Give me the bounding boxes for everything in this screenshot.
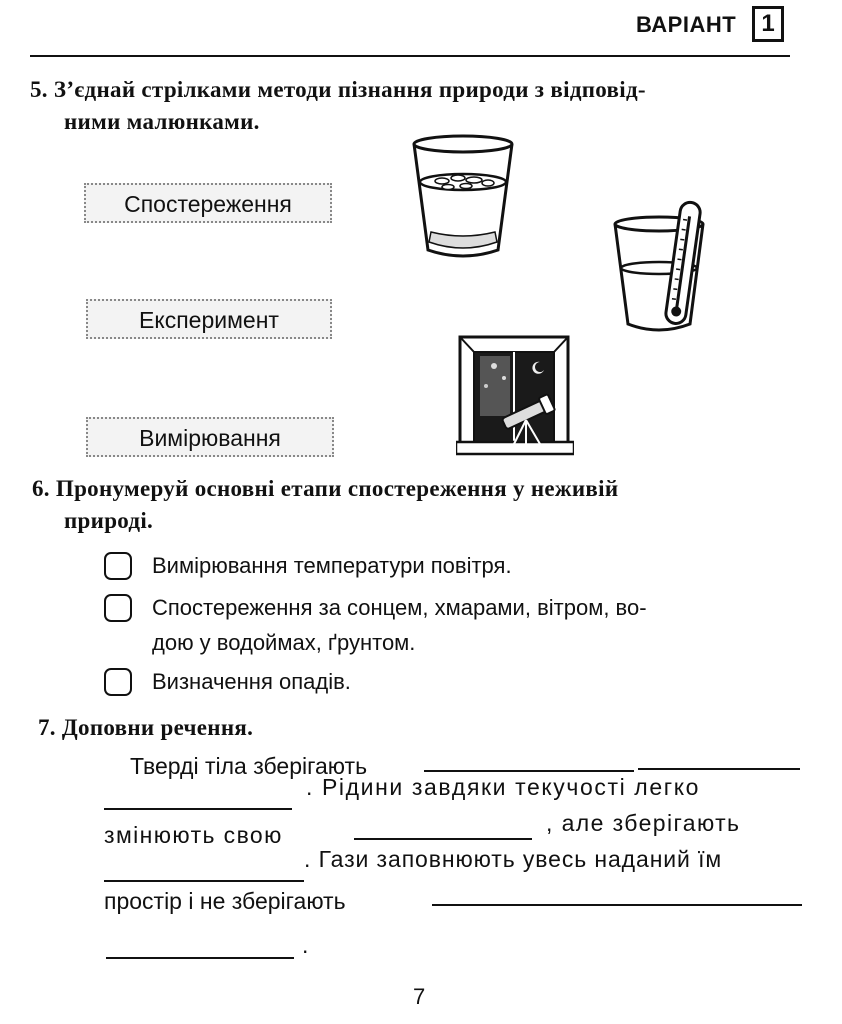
answer-blank-7[interactable]: [106, 957, 294, 959]
stage-number-box-3[interactable]: [104, 668, 132, 696]
stage-text-1: Вимірювання температури повітря.: [152, 553, 512, 578]
stage-number-box-2[interactable]: [104, 594, 132, 622]
answer-blank-6[interactable]: [432, 904, 802, 906]
answer-blank-1[interactable]: [424, 770, 634, 772]
sentence-gases-not-keep: простір і не зберігають: [104, 888, 346, 914]
sentence-liquids-keep: , але зберігають: [546, 810, 741, 836]
task7-title: 7. Доповни речення.: [38, 715, 254, 740]
window-with-telescope-image[interactable]: [456, 334, 574, 464]
sentence-liquids: . Рідини завдяки текучості легко: [306, 774, 701, 800]
answer-blank-2[interactable]: [638, 768, 800, 770]
sentence-solids: Тверді тіла зберігають: [130, 753, 368, 779]
task5-title-line1: 5. З’єднай стрілками методи пізнання природи з відповід-: [30, 77, 646, 102]
glass-with-floating-pieces-image[interactable]: [408, 132, 518, 264]
answer-blank-3[interactable]: [104, 808, 292, 810]
stage-item-3: [104, 664, 351, 699]
stage-item-2: [104, 590, 647, 660]
method-measurement-box[interactable]: Вимірювання: [86, 417, 334, 457]
sentence-gases: . Гази заповнюють увесь наданий їм: [304, 846, 723, 872]
page-number: 7: [413, 984, 426, 1009]
method-experiment-box[interactable]: Експеримент: [86, 299, 332, 339]
stage-text-2-line2: дою у водоймах, ґрунтом.: [152, 630, 416, 655]
task5-title: [30, 74, 646, 138]
sentence-end-period: .: [302, 932, 309, 958]
task6-title-line1: 6. Пронумеруй основні етапи спостереження у неживій: [32, 476, 619, 501]
task6-title: [32, 473, 618, 537]
answer-blank-4[interactable]: [354, 838, 532, 840]
stage-text-3: Визначення опадів.: [152, 669, 351, 694]
stage-item-1: [104, 548, 512, 583]
glass-with-thermometer-image[interactable]: [610, 196, 712, 336]
variant-label: ВАРІАНТ: [636, 12, 737, 37]
stage-text-2-line1: Спостереження за сонцем, хмарами, вітром, во-: [152, 595, 647, 620]
answer-blank-5[interactable]: [104, 880, 304, 882]
task6-title-line2: природі.: [64, 508, 154, 533]
variant-number: 1: [752, 6, 784, 42]
sentence-liquids-change: змінюють свою: [104, 822, 283, 848]
stage-number-box-1[interactable]: [104, 552, 132, 580]
task5-title-line2: ними малюнками.: [64, 109, 260, 134]
method-observation-box[interactable]: Спостереження: [84, 183, 332, 223]
header-divider: [30, 55, 790, 57]
